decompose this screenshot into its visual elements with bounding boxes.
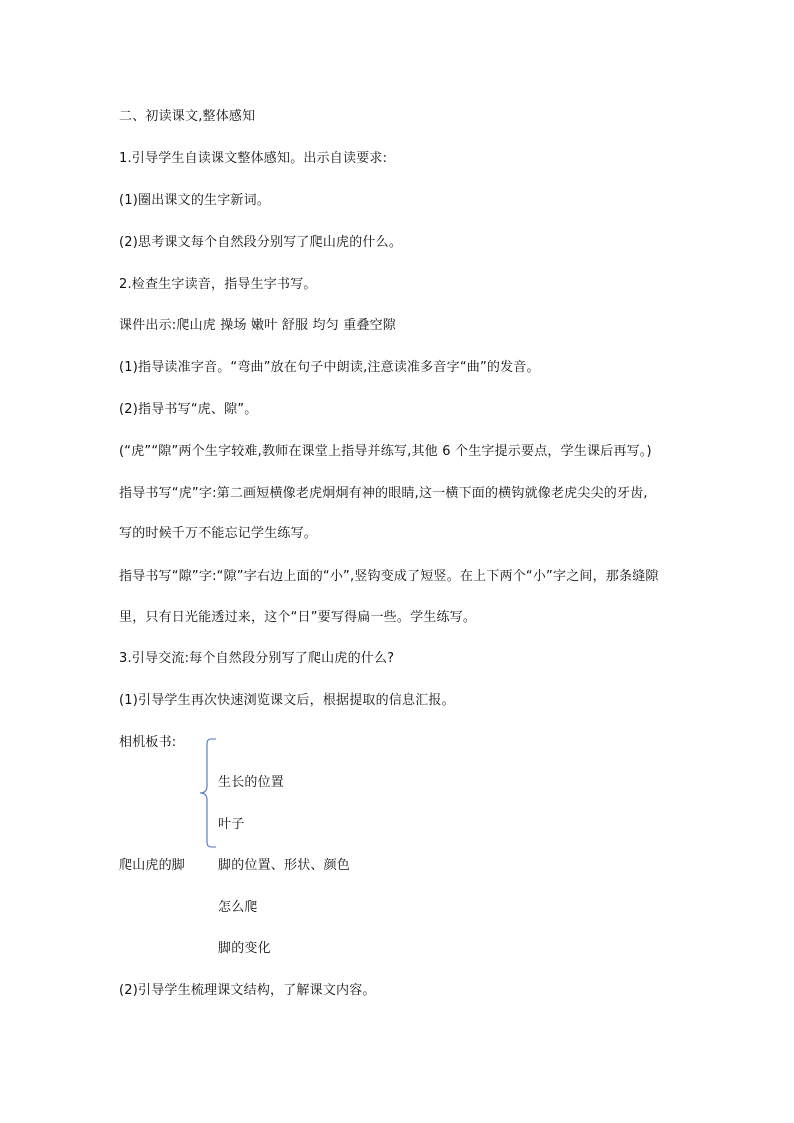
report-guide: (1)引导学生再次快速浏览课文后，根据提取的信息汇报。 [119,693,455,708]
hu-guide-line-2: 写的时候千万不能忘记学生练写。 [119,526,318,541]
paragraph-3: 3.引导交流:每个自然段分别写了爬山虎的什么? [119,651,395,666]
requirement-1: (1)圈出课文的生字新词。 [119,193,271,208]
paragraph-1: 1.引导学生自读课文整体感知。出示自读要求: [119,151,388,166]
requirement-2: (2)思考课文每个自然段分别写了爬山虎的什么。 [119,235,403,250]
board-item-change: 脚的变化 [218,941,271,956]
vocabulary-line: 课件出示:爬山虎 操场 嫩叶 舒服 均匀 重叠空隙 [119,318,397,333]
board-item-leaves: 叶子 [218,817,245,832]
structure-guide: (2)引导学生梳理课文结构，了解课文内容。 [119,983,376,998]
writing-guide: (2)指导书写“虎、隙”。 [119,402,258,417]
xi-guide-line-2: 里，只有日光能透过来，这个“日”要写得扁一些。学生练写。 [119,610,477,625]
board-label: 相机板书: [119,735,177,750]
paragraph-2: 2.检查生字读音，指导生字书写。 [119,277,317,292]
brace-icon [199,738,219,848]
board-item-position: 生长的位置 [218,775,285,790]
pronunciation-guide: (1)指导读准字音。“弯曲”放在句子中朗读,注意读准多音字“曲”的发音。 [119,360,540,375]
hu-guide-line-1: 指导书写“虎”字:第二画短横像老虎炯炯有神的眼睛,这一横下面的横钩就像老虎尖尖的牙齿, [119,486,648,501]
section-heading: 二、初读课文,整体感知 [119,109,256,124]
board-item-feet: 脚的位置、形状、颜色 [218,858,351,873]
board-item-climb: 怎么爬 [218,900,258,915]
board-subject: 爬山虎的脚 [119,858,186,873]
xi-guide-line-1: 指导书写“隙”字:“隙”字右边上面的“小”,竖钩变成了短竖。在上下两个“小”字之间，那条缝隙 [119,569,659,584]
writing-note: (“虎”“隙”两个生字较难,教师在课堂上指导并练写,其他 6 个生字提示要点，学生课后再写。) [119,444,652,459]
